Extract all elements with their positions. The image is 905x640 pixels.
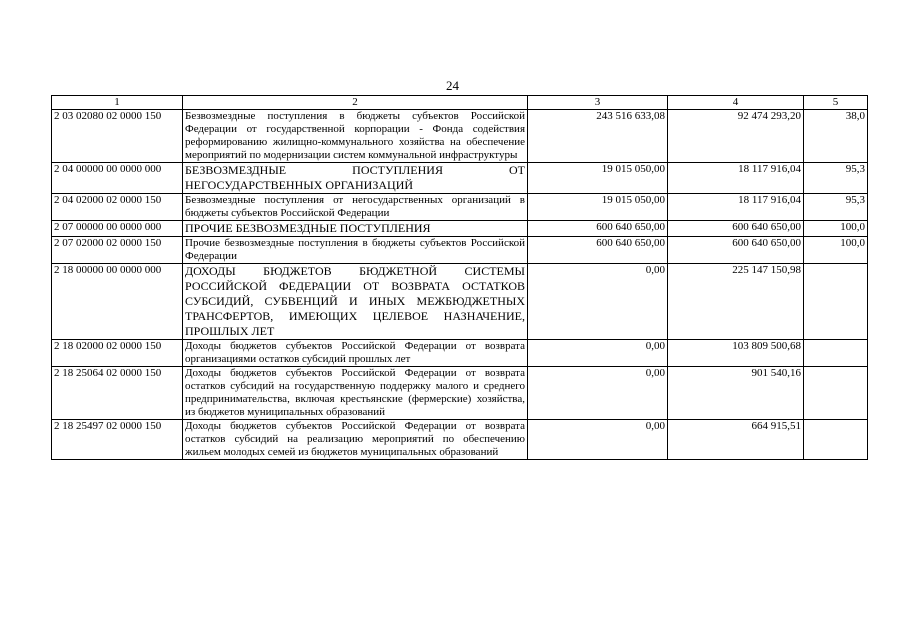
row-code: 2 18 25497 02 0000 150 <box>52 420 183 460</box>
row-col3: 19 015 050,00 <box>528 194 668 221</box>
row-col5: 100,0 <box>804 237 868 264</box>
row-name: БЕЗВОЗМЕЗДНЫЕ ПОСТУПЛЕНИЯ ОТ НЕГОСУДАРСТВЕННЫХ ОРГАНИЗАЦИЙ <box>183 163 528 194</box>
budget-revenue-table <box>51 95 868 460</box>
column-header-5: 5 <box>804 96 868 110</box>
row-col3: 19 015 050,00 <box>528 163 668 194</box>
column-header-4: 4 <box>668 96 804 110</box>
row-col3: 0,00 <box>528 264 668 340</box>
row-code: 2 03 02080 02 0000 150 <box>52 110 183 163</box>
row-name: ПРОЧИЕ БЕЗВОЗМЕЗДНЫЕ ПОСТУПЛЕНИЯ <box>183 221 528 237</box>
row-code: 2 04 02000 02 0000 150 <box>52 194 183 221</box>
table-header-row <box>52 96 868 110</box>
row-col3: 600 640 650,00 <box>528 237 668 264</box>
row-col4: 18 117 916,04 <box>668 194 804 221</box>
row-col3: 600 640 650,00 <box>528 221 668 237</box>
row-name: Безвозмездные поступления в бюджеты субъектов Российской Федерации от государственной корпорации - Фонда содействия реформированию жилищно-коммунального хозяйства на обеспечение мероприятий по модернизации систем коммунальной инфраструктуры <box>183 110 528 163</box>
row-name: Прочие безвозмездные поступления в бюджеты субъектов Российской Федерации <box>183 237 528 264</box>
row-col4: 600 640 650,00 <box>668 237 804 264</box>
row-col4: 225 147 150,98 <box>668 264 804 340</box>
row-col4: 18 117 916,04 <box>668 163 804 194</box>
row-col5 <box>804 264 868 340</box>
column-header-2: 2 <box>183 96 528 110</box>
row-col5: 95,3 <box>804 163 868 194</box>
column-header-1: 1 <box>52 96 183 110</box>
row-col3: 0,00 <box>528 367 668 420</box>
row-code: 2 18 00000 00 0000 000 <box>52 264 183 340</box>
table-row <box>52 420 868 460</box>
row-col3: 0,00 <box>528 420 668 460</box>
table-row <box>52 264 868 340</box>
table-row <box>52 221 868 237</box>
table-row <box>52 237 868 264</box>
row-col4: 600 640 650,00 <box>668 221 804 237</box>
row-col5: 38,0 <box>804 110 868 163</box>
row-col4: 664 915,51 <box>668 420 804 460</box>
row-code: 2 18 25064 02 0000 150 <box>52 367 183 420</box>
column-header-3: 3 <box>528 96 668 110</box>
row-col4: 92 474 293,20 <box>668 110 804 163</box>
page-number: 24 <box>446 78 459 93</box>
row-col5: 100,0 <box>804 221 868 237</box>
row-code: 2 07 02000 02 0000 150 <box>52 237 183 264</box>
row-name: Доходы бюджетов субъектов Российской Федерации от возврата организациями остатков субсидий прошлых лет <box>183 340 528 367</box>
row-col5 <box>804 420 868 460</box>
row-code: 2 04 00000 00 0000 000 <box>52 163 183 194</box>
row-name: Доходы бюджетов субъектов Российской Федерации от возврата остатков субсидий на государственную поддержку малого и среднего предпринимательства, включая крестьянские (фермерские) хозяйства, из бюджетов муниципальных образований <box>183 367 528 420</box>
table-row <box>52 110 868 163</box>
row-col4: 901 540,16 <box>668 367 804 420</box>
row-code: 2 18 02000 02 0000 150 <box>52 340 183 367</box>
row-code: 2 07 00000 00 0000 000 <box>52 221 183 237</box>
row-col3: 243 516 633,08 <box>528 110 668 163</box>
row-col5: 95,3 <box>804 194 868 221</box>
row-name: Доходы бюджетов субъектов Российской Федерации от возврата остатков субсидий на реализацию мероприятий по обеспечению жильем молодых семей из бюджетов муниципальных образований <box>183 420 528 460</box>
table-row <box>52 163 868 194</box>
row-col4: 103 809 500,68 <box>668 340 804 367</box>
row-col5 <box>804 340 868 367</box>
row-name: Безвозмездные поступления от негосударственных организаций в бюджеты субъектов Российской Федерации <box>183 194 528 221</box>
row-name: ДОХОДЫ БЮДЖЕТОВ БЮДЖЕТНОЙ СИСТЕМЫ РОССИЙСКОЙ ФЕДЕРАЦИИ ОТ ВОЗВРАТА ОСТАТКОВ СУБСИДИЙ, СУБВЕНЦИЙ И ИНЫХ МЕЖБЮДЖЕТНЫХ ТРАНСФЕРТОВ, ИМЕЮЩИХ ЦЕЛЕВОЕ НАЗНАЧЕНИЕ, ПРОШЛЫХ ЛЕТ <box>183 264 528 340</box>
table-row <box>52 340 868 367</box>
table-row <box>52 367 868 420</box>
row-col5 <box>804 367 868 420</box>
table-row <box>52 194 868 221</box>
row-col3: 0,00 <box>528 340 668 367</box>
